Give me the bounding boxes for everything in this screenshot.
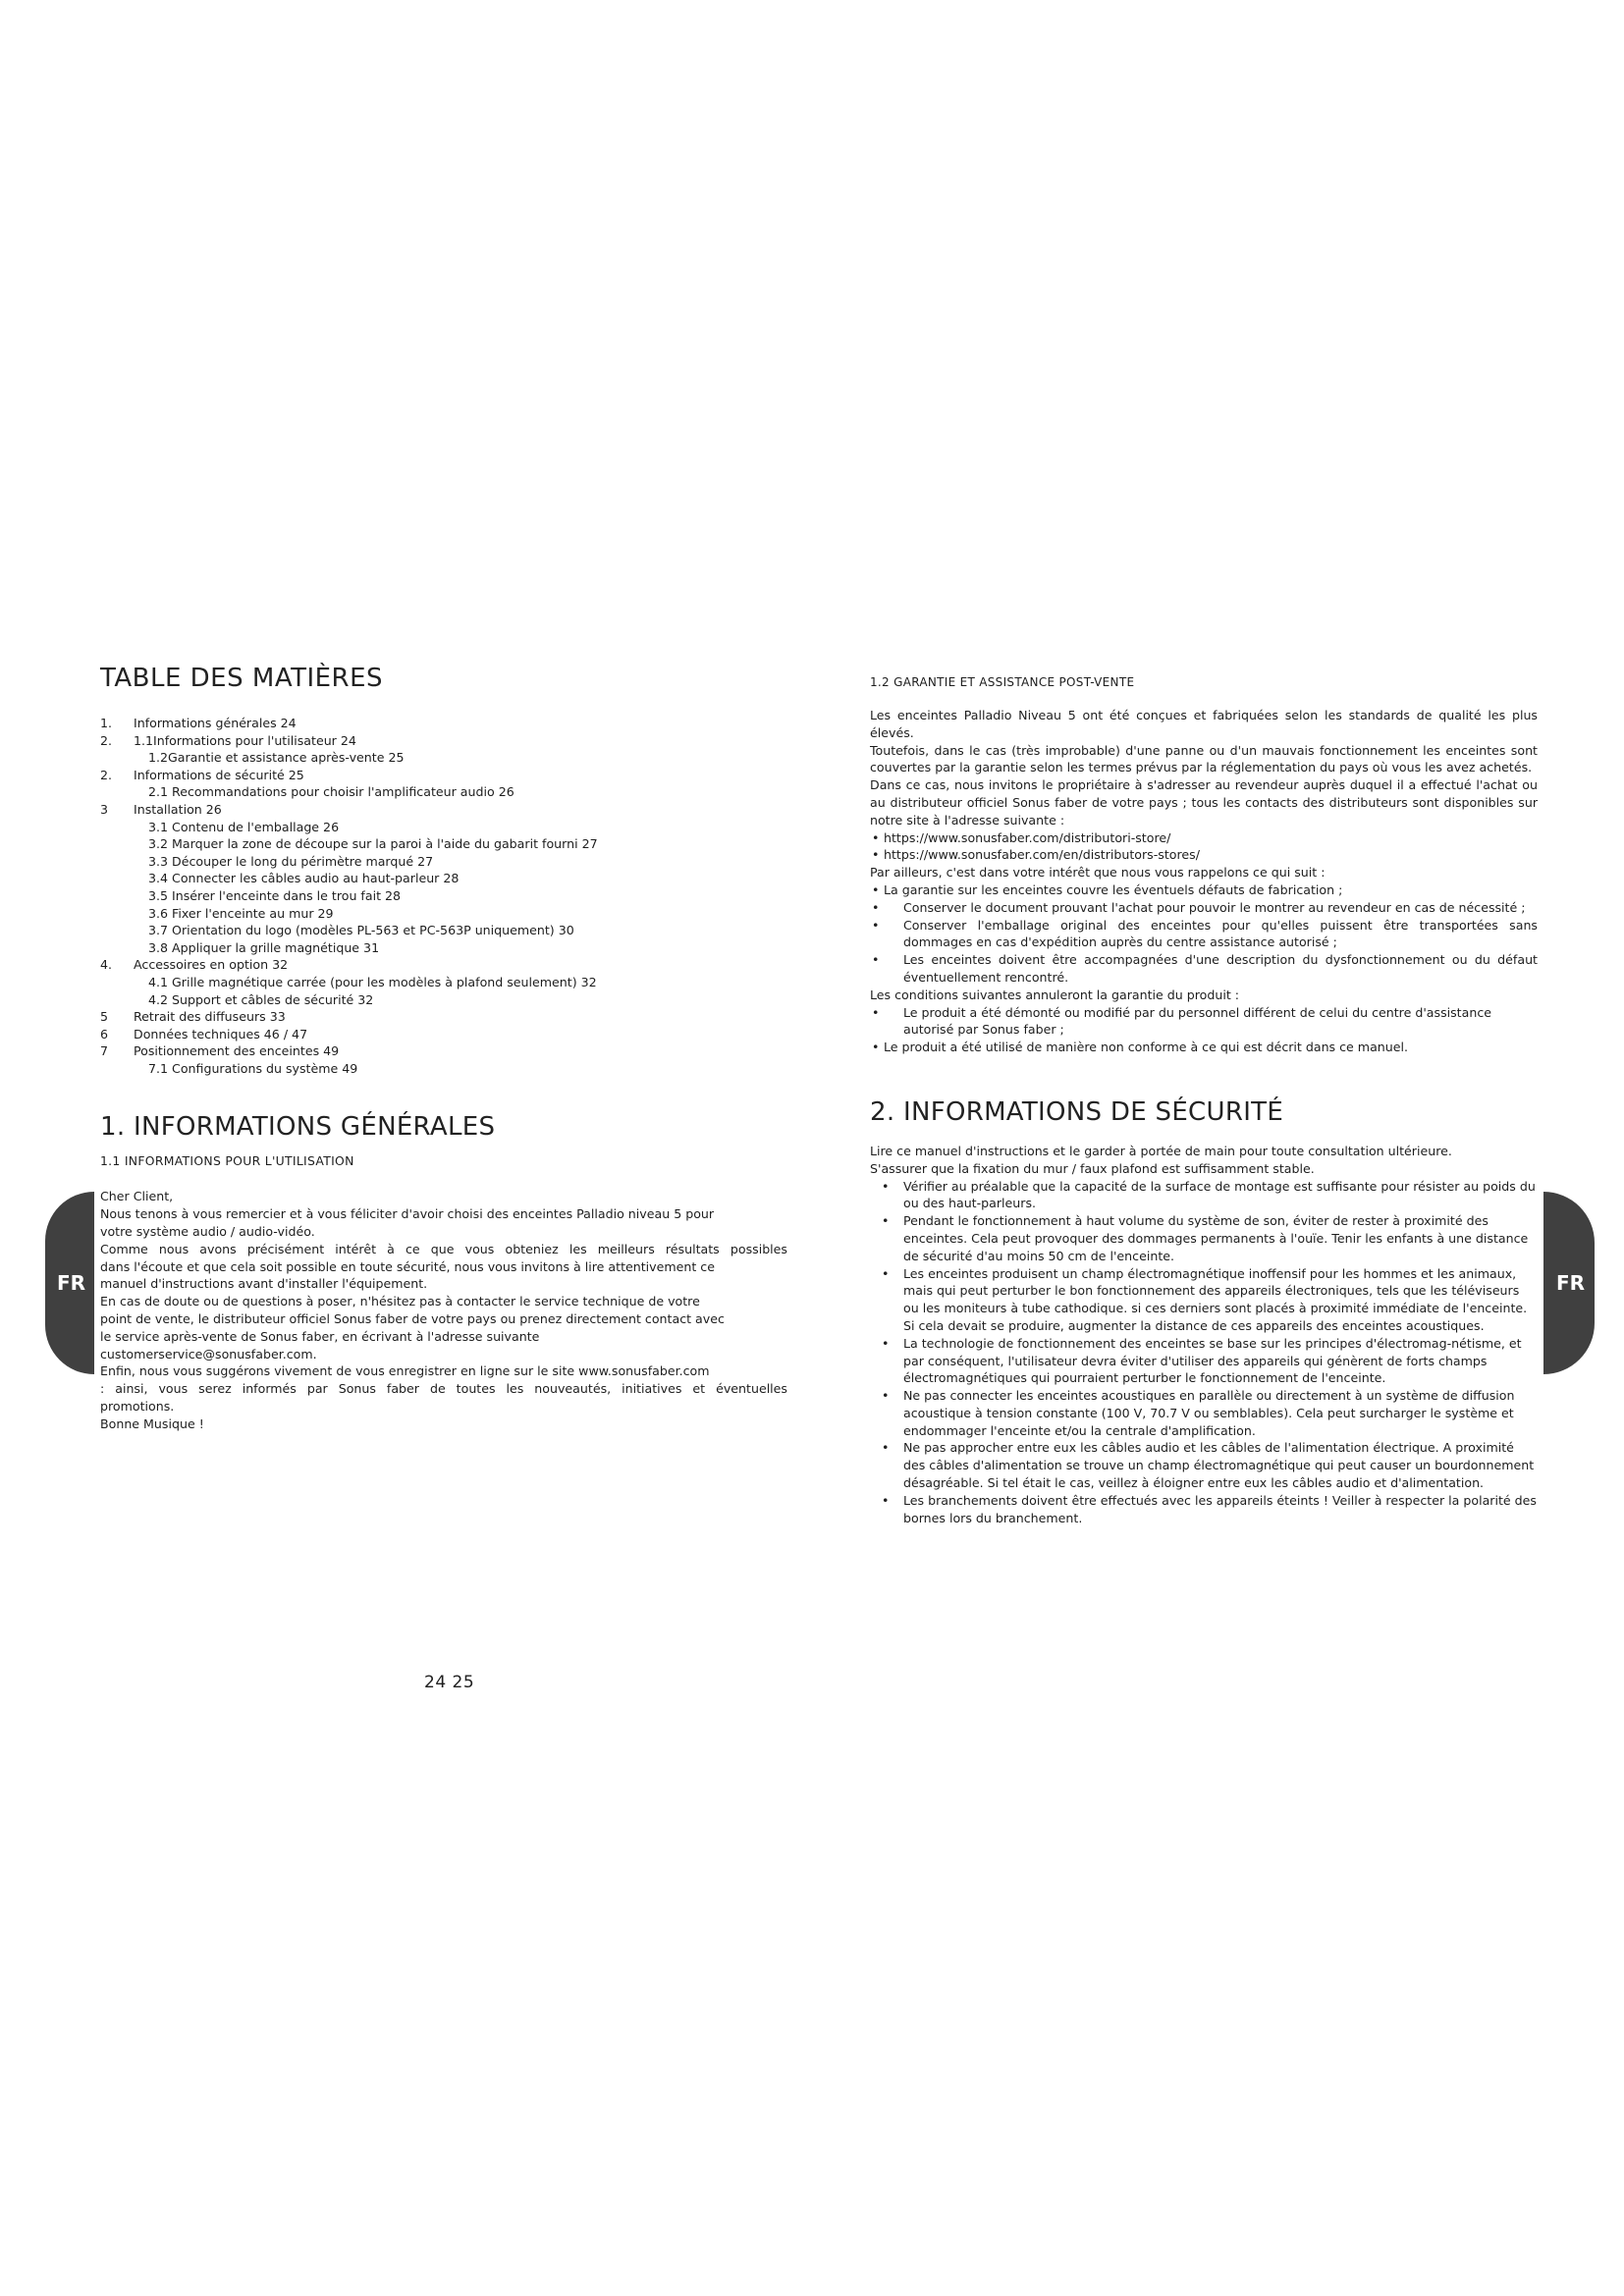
section1-line: votre système audio / audio-vidéo.	[100, 1224, 315, 1240]
toc-item-text: 7.1 Configurations du système 49	[148, 1060, 358, 1076]
warranty-item-text: Conserver le document prouvant l'achat pour pouvoir le montrer au revendeur en cas de nécessité ;	[903, 899, 1526, 915]
bullet-icon: •	[882, 1440, 890, 1456]
safety-item	[870, 1335, 1538, 1387]
bullet-icon: •	[872, 952, 880, 968]
safety-item-text: Pendant le fonctionnement à haut volume du système de son, éviter de rester à proximité des enceintes. Cela peut provoquer des dommages permanents à l'ouïe. Tenir les enfants à une distance de sécurité d'au moins 50 cm de l'enceinte.	[903, 1213, 1529, 1263]
void-condition-item	[870, 1004, 1538, 1040]
toc-item-text: Accessoires en option 32	[134, 957, 289, 973]
toc-item	[100, 905, 787, 923]
void-condition-text: Le produit a été démonté ou modifié par du personnel différent de celui du centre d'assistance autorisé par Sonus faber ;	[903, 1004, 1491, 1038]
toc-item	[100, 767, 787, 784]
safety-item	[870, 1212, 1538, 1264]
distributor-link[interactable]: https://www.sonusfaber.com/distributori-store/	[884, 829, 1171, 845]
bullet-icon: •	[882, 1335, 890, 1351]
toc-item-text: 2.1 Recommandations pour choisir l'amplificateur audio 26	[148, 784, 514, 800]
section1-line: Bonne Musique !	[100, 1415, 204, 1431]
section1-line: Enfin, nous vous suggérons vivement de vous enregistrer en ligne sur le site www.sonusfaber.com	[100, 1363, 710, 1379]
safety-item	[870, 1387, 1538, 1439]
bullet-icon: •	[882, 1492, 890, 1508]
section1-line: En cas de doute ou de questions à poser, n'hésitez pas à contacter le service technique de votre	[100, 1294, 700, 1309]
warranty-item-text: Les enceintes doivent être accompagnées d'une description du dysfonctionnement ou du défaut éventuellement rencontré.	[903, 952, 1538, 985]
safety-item-text: La technologie de fonctionnement des enceintes se base sur les principes d'électromag-nétisme, et par conséquent, l'utilisateur devra éviter d'utiliser des appareils qui génèrent de forts champs électromagnétiques qui pourraient perturber le fonctionnement de l'enceinte.	[903, 1335, 1522, 1386]
distributor-link-item	[870, 846, 1538, 864]
warranty-item	[870, 917, 1538, 952]
bullet-icon: •	[872, 847, 880, 863]
toc-item	[100, 1042, 787, 1060]
toc-item-text: 3.3 Découper le long du périmètre marqué 27	[148, 853, 434, 869]
toc-item	[100, 819, 787, 836]
toc-item-text: 4.2 Support et câbles de sécurité 32	[148, 991, 374, 1007]
section1-line: dans l'écoute et que cela soit possible en toute sécurité, nous vous invitons à lire attentivement ce	[100, 1258, 715, 1274]
toc-item	[100, 974, 787, 991]
section12-para2: Toutefois, dans le cas (très improbable) d'une panne ou d'un mauvais fonctionnement les enceintes sont couvertes par la garantie selon les termes prévus par la réglementation du pays où vous les avez achetés.	[870, 742, 1538, 775]
toc-item-number: 1.	[100, 716, 113, 730]
distributor-links	[870, 829, 1538, 865]
toc-item-text: 3.4 Connecter les câbles audio au haut-parleur 28	[148, 871, 460, 886]
section1-line: manuel d'instructions avant d'installer l'équipement.	[100, 1276, 428, 1292]
section12-para4: Par ailleurs, c'est dans votre intérêt que nous vous rappelons ce qui suit :	[870, 865, 1326, 881]
toc-item-number: 4.	[100, 957, 113, 973]
section1-line: point de vente, le distributeur officiel Sonus faber de votre pays ou prenez directement contact avec	[100, 1311, 725, 1327]
toc-item-text: Retrait des diffuseurs 33	[134, 1009, 286, 1025]
right-page	[870, 675, 1538, 1526]
toc-item	[100, 991, 787, 1009]
toc-item	[100, 870, 787, 887]
toc-item	[100, 732, 787, 750]
toc-item-text: 1.1Informations pour l'utilisateur 24	[134, 732, 356, 748]
page-numbers: 24 25	[424, 1673, 475, 1692]
toc-item-number: 3	[100, 801, 109, 817]
toc-item-text: 3.2 Marquer la zone de découpe sur la paroi à l'aide du gabarit fourni 27	[148, 836, 598, 852]
language-tab-right: FR	[1543, 1192, 1595, 1374]
toc-item-text: 3.8 Appliquer la grille magnétique 31	[148, 939, 380, 955]
safety-item	[870, 1265, 1538, 1335]
toc-item-number: 2.	[100, 732, 113, 748]
toc-item-text: Données techniques 46 / 47	[134, 1026, 308, 1041]
toc-item-text: 3.5 Insérer l'enceinte dans le trou fait 28	[148, 887, 402, 903]
safety-item-text: Les branchements doivent être effectués avec les appareils éteints ! Veiller à respecter la polarité des bornes lors du branchement.	[903, 1492, 1537, 1525]
safety-item-text: Vérifier au préalable que la capacité de la surface de montage est suffisante pour résister au poids du ou des haut-parleurs.	[903, 1178, 1536, 1211]
safety-item-text: Ne pas connecter les enceintes acoustiques en parallèle ou directement à un système de diffusion acoustique à tension constante (100 V, 70.7 V ou semblables). Cela peut surcharger le système et endommager l'enceinte et/ou la centrale d'amplification.	[903, 1388, 1515, 1438]
toc-item-text: 1.2Garantie et assistance après-vente 25	[148, 750, 405, 766]
void-conditions-list	[870, 1004, 1538, 1056]
toc-item-text: 3.6 Fixer l'enceinte au mur 29	[148, 905, 334, 921]
section1-subtitle: 1.1 INFORMATIONS POUR L'UTILISATION	[100, 1153, 354, 1169]
toc-item	[100, 1026, 787, 1043]
distributor-link[interactable]: https://www.sonusfaber.com/en/distributors-stores/	[884, 847, 1200, 863]
toc-item-text: Installation 26	[134, 801, 222, 817]
safety-item	[870, 1439, 1538, 1491]
toc-item-text: 3.1 Contenu de l'emballage 26	[148, 819, 340, 834]
toc-item-number: 7	[100, 1043, 109, 1059]
void-condition-text: Le produit a été utilisé de manière non conforme à ce qui est décrit dans ce manuel.	[884, 1040, 1408, 1055]
section1-line: Cher Client,	[100, 1189, 174, 1204]
safety-list	[870, 1178, 1538, 1527]
section1-line: le service après-vente de Sonus faber, en écrivant à l'adresse suivante	[100, 1328, 540, 1344]
toc-item	[100, 887, 787, 905]
section1-line: promotions.	[100, 1399, 175, 1415]
section1-line: Nous tenons à vous remercier et à vous féliciter d'avoir choisi des enceintes Palladio niveau 5 pour	[100, 1206, 715, 1222]
toc-item	[100, 835, 787, 853]
section1-line: : ainsi, vous serez informés par Sonus faber de toutes les nouveautés, initiatives et éventuelles	[100, 1381, 787, 1397]
toc-item	[100, 715, 787, 732]
toc-item	[100, 939, 787, 957]
section1-line: customerservice@sonusfaber.com.	[100, 1346, 317, 1362]
safety-item	[870, 1492, 1538, 1527]
toc-item	[100, 749, 787, 767]
warranty-item	[870, 899, 1538, 917]
section12-para1: Les enceintes Palladio Niveau 5 ont été conçues et fabriquées selon les standards de qualité les plus élevés.	[870, 708, 1538, 740]
bullet-icon: •	[882, 1178, 890, 1194]
warranty-item-text: Conserver l'emballage original des enceintes pour qu'elles puissent être transportées sans dommages en cas d'expédition auprès du centre assistance autorisé ;	[903, 917, 1538, 950]
warranty-item	[870, 951, 1538, 987]
left-page	[100, 664, 787, 1433]
toc-item-number: 2.	[100, 767, 113, 782]
toc-item-text: 4.1 Grille magnétique carrée (pour les modèles à plafond seulement) 32	[148, 974, 597, 989]
bullet-icon: •	[872, 899, 880, 915]
bullet-icon: •	[872, 881, 880, 897]
toc-item-number: 6	[100, 1026, 109, 1041]
toc-item-text: 3.7 Orientation du logo (modèles PL-563 et PC-563P uniquement) 30	[148, 923, 574, 938]
language-tab-left: FR	[45, 1192, 94, 1374]
bullet-icon: •	[882, 1213, 890, 1229]
warranty-list	[870, 881, 1538, 987]
section12-title: 1.2 GARANTIE ET ASSISTANCE POST-VENTE	[870, 675, 1135, 689]
toc-title: TABLE DES MATIÈRES	[100, 664, 384, 693]
safety-item	[870, 1178, 1538, 1213]
toc-item-text: Informations de sécurité 25	[134, 767, 304, 782]
section2-intro1: Lire ce manuel d'instructions et le garder à portée de main pour toute consultation ultérieure.	[870, 1143, 1452, 1158]
bullet-icon: •	[872, 1004, 880, 1020]
safety-item-text: Ne pas approcher entre eux les câbles audio et les câbles de l'alimentation électrique. A proximité des câbles d'alimentation se trouve un champ électromagnétique qui peut causer un bourdonnement désagréable. Si tel était le cas, veillez à éloigner entre eux les câbles audio et d'alimentation.	[903, 1440, 1535, 1491]
toc-item-text: Positionnement des enceintes 49	[134, 1043, 340, 1059]
bullet-icon: •	[872, 829, 880, 845]
toc-item	[100, 922, 787, 939]
toc-list	[100, 715, 787, 1077]
void-condition-item	[870, 1039, 1538, 1056]
toc-item	[100, 801, 787, 819]
bullet-icon: •	[882, 1388, 890, 1404]
toc-item-text: Informations générales 24	[134, 716, 297, 730]
section1-body	[100, 1188, 787, 1432]
section1-title: 1. INFORMATIONS GÉNÉRALES	[100, 1112, 496, 1143]
warranty-item-text: La garantie sur les enceintes couvre les éventuels défauts de fabrication ;	[884, 881, 1343, 897]
toc-item	[100, 783, 787, 801]
section1-line: Comme nous avons précisément intérêt à ce que vous obteniez les meilleurs résultats possibles	[100, 1241, 787, 1256]
toc-item	[100, 956, 787, 974]
bullet-icon: •	[872, 917, 880, 933]
toc-item	[100, 1060, 787, 1078]
section2-intro2: S'assurer que la fixation du mur / faux plafond est suffisamment stable.	[870, 1160, 1315, 1176]
section2-title: 2. INFORMATIONS DE SÉCURITÉ	[870, 1096, 1284, 1127]
safety-item-text: Les enceintes produisent un champ électromagnétique inoffensif pour les hommes et les animaux, mais qui peut perturber le bon fonctionnement des appareils électroniques, tels que les téléviseurs ou les moniteurs à tube cathodique. si ces derniers sont placés à proximité immédiate de l'enceinte. Si cela devait se produire, augmenter la distance de ces appareils des enceintes acoustiques.	[903, 1265, 1528, 1333]
toc-item	[100, 1008, 787, 1026]
bullet-icon: •	[882, 1265, 890, 1281]
toc-item	[100, 853, 787, 871]
distributor-link-item	[870, 829, 1538, 847]
section12-para3: Dans ce cas, nous invitons le propriétaire à s'adresser au revendeur auprès duquel il a effectué l'achat ou au distributeur officiel Sonus faber de votre pays ; tous les contacts des distributeurs sont disponibles sur notre site à l'adresse suivante :	[870, 777, 1538, 828]
warranty-item	[870, 881, 1538, 899]
toc-item-number: 5	[100, 1009, 109, 1025]
bullet-icon: •	[872, 1040, 880, 1055]
section12-para5: Les conditions suivantes annuleront la garantie du produit :	[870, 987, 1240, 1002]
